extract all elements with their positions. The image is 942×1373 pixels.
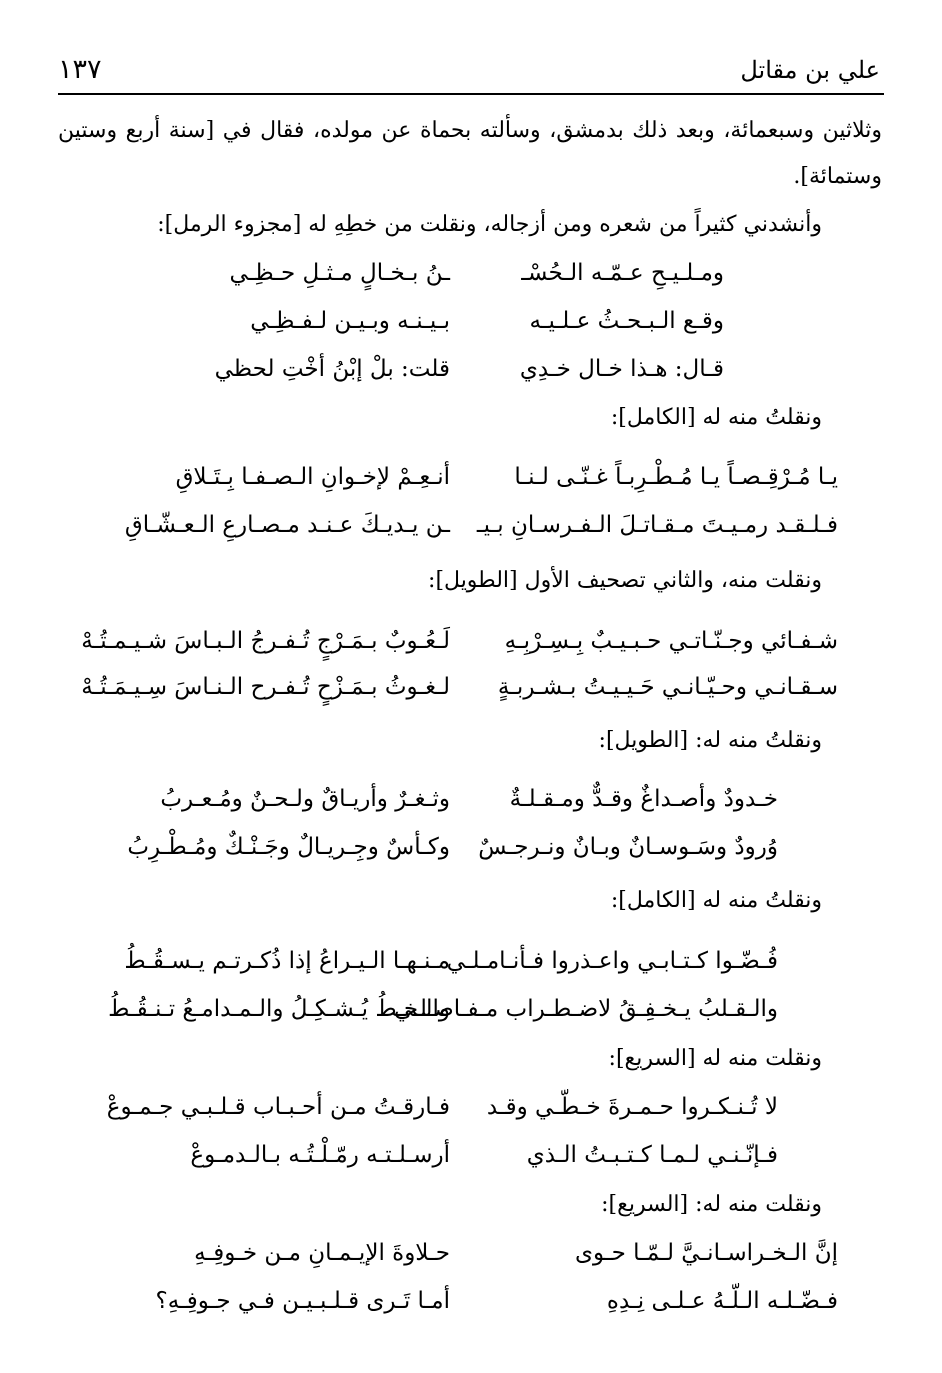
verse-hemistich-first: وقـع الـبـحـثُ عـلـيـه (529, 308, 724, 334)
verse-hemistich-second: وثـغـرٌ وأريـاقٌ ولـحـنٌ ومُـعـربُ (160, 786, 450, 812)
verse-hemistich-first: إنَّ الـخـراسـانـيَّ لـمّـا حـوى (575, 1240, 838, 1266)
section-heading: ونقلت منه له: [السريع]: (601, 1192, 822, 1217)
verse-hemistich-first: فـضّـلـه الـلّـهُ عـلـى نِـدِهِ (606, 1288, 838, 1314)
verse-hemistich-first: فـلـقـد رمـيـتَ مـقـاتـلَ الـفـرسـانِ بـيـ (476, 512, 838, 538)
verse-hemistich-second: والـخـطُ يُـشـكِـلُ والـمـدامـعُ تـنـقُـطُ (108, 996, 450, 1022)
intro-line-2: وستمائة]. (793, 164, 882, 189)
verse-hemistich-first: والـقـلبُ يـخـفِـقُ لاضـطـراب مـفـاصـلـي (394, 996, 778, 1022)
verse-hemistich-first: لا تُـنـكـروا حـمـرةَ خـطّـي وقـد (486, 1094, 778, 1120)
verse-hemistich-second: بـيـنـه وبـيـن لـفـظِـي (250, 308, 450, 334)
verse-hemistich-first: سـقـانـي وحـيّـانـي حَـيـيـتُ بـشـربـةٍ (497, 674, 838, 700)
verse-hemistich-first: فُـضّـوا كـتـابـي واعـذروا فـأنـامـلـي (446, 948, 778, 974)
verse-hemistich-second: أمـا تَـرى قـلـبـيـن فـي جـوفِـهِ؟ (155, 1288, 450, 1314)
section-heading: ونقلتُ منه له [الكامل]: (610, 888, 822, 913)
verse-hemistich-first: فـإنّـنـي لـمـا كـتـبـتُ الـذي (526, 1142, 778, 1168)
verse-hemistich-second: لَـعُـوبٌ بـمَـرْجٍ تُـفـرجُ الـبـاسَ شـيـمـتُـهْ (81, 628, 450, 654)
verse-hemistich-second: لـغـوثُ بـمَـزْحٍ تُـفـرح الـنـاسَ سِـيـمَـتُـهْ (81, 674, 450, 700)
verse-hemistich-second: قلت: بلْ إبْنُ أخْتِ لحظي (214, 356, 450, 382)
verse-hemistich-second: مـنـهـا الـيـراعُ إذا ذُكـرتـم يـسـقُـطُ (124, 948, 450, 974)
section-heading: ونقلت منه، والثاني تصحيف الأول [الطويل]: (428, 568, 822, 593)
verse-hemistich-first: قـال: هـذا خـال خـدِي (519, 356, 724, 382)
header-rule (58, 93, 884, 95)
section-heading: ونقلتُ منه له [الكامل]: (610, 405, 822, 430)
page-number: ١٣٧ (58, 54, 102, 85)
verse-hemistich-first: شـفـائي وجـنّـاتـي حـبـيـبٌ بِـسِـرْبِـهِ (504, 628, 838, 654)
verse-hemistich-second: أنـعِـمْ لإخـوانِ الـصـفـا بِـتَـلاقِ (175, 464, 450, 490)
verse-hemistich-first: يـا مُـرْقِـصـاً يـا مُـطْـرِبـاً غـنّـى لـنـا (514, 464, 838, 490)
section-heading: ونقلت منه له [السريع]: (608, 1046, 822, 1071)
verse-hemistich-first: ومـلـيـحِ عـمّـه الـحُسْـ (521, 260, 724, 286)
verse-hemistich-second: ـن يـديـكَ عـنـد مـصـارعِ الـعـشّـاقِ (124, 512, 450, 538)
verse-hemistich-second: وكـأسٌ وجِـريـالٌ وجَـنْـكٌ ومُـطْـرِبُ (127, 834, 450, 860)
running-header-title: علي بن مقاتل (740, 56, 880, 84)
intro-line-1: وثلاثين وسبعمائة، وبعد ذلك بدمشق، وسألته بحماة عن مولده، فقال في [سنة أربع وستين (58, 118, 882, 143)
verse-hemistich-second: أرسـلـتـه رمّـلْـتُـه بـالـدمـوعْ (190, 1142, 450, 1168)
verse-hemistich-first: وُرودٌ وسَـوسـانٌ وبـانٌ ونـرجـسٌ (478, 834, 778, 860)
section-heading: ونقلتُ منه له: [الطويل]: (598, 728, 822, 753)
verse-hemistich-second: فـارقـتُ مـن أحـبـاب قـلـبـي جـمـوعْ (106, 1094, 450, 1120)
verse-hemistich-second: ـنُ بـخـالٍ مـثـلِ حـظِـي (229, 260, 450, 286)
verse-hemistich-second: حـلاوةَ الإيـمـانِ مـن خـوفِـهِ (194, 1240, 450, 1266)
section-heading: وأنشدني كثيراً من شعره ومن أزجاله، ونقلت من خطِهِ له [مجزوء الرمل]: (157, 212, 822, 237)
verse-hemistich-first: خـدودٌ وأصـداغٌ وقـدٌّ ومـقـلـةٌ (509, 786, 778, 812)
